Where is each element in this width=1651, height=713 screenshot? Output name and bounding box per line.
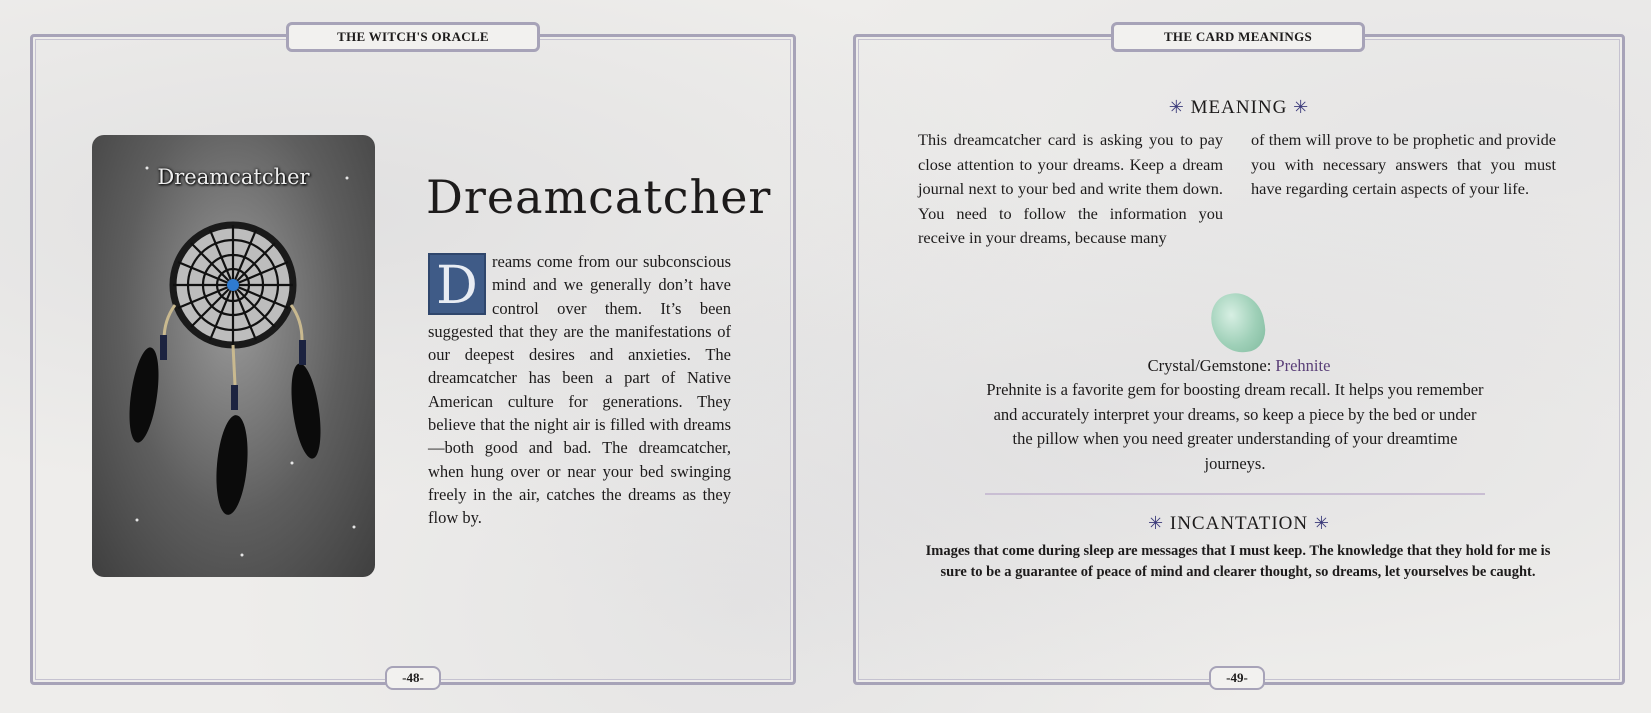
dreamcatcher-illustration: [92, 135, 375, 577]
right-page-number: -49-: [1209, 666, 1265, 690]
section-divider: [985, 493, 1485, 495]
right-page-header: THE CARD MEANINGS: [1111, 22, 1365, 52]
body-paragraph: reams come from our subconscious mind and we generally don’t have control over them. It’s been suggested that they are the manifestations of our deepest desires and anxieties. The dreamcatcher has been a part of Native American culture for generations. They believe that the night air is filled with dreams—both good and bad. The dreamcatcher, when hung over or near your bed swinging freely in the air, catches the dreams as they flow by.: [428, 252, 731, 528]
sparkle-icon: ✳: [1168, 97, 1185, 117]
drop-cap: D: [428, 253, 486, 315]
incantation-heading: [853, 513, 1625, 535]
gem-label: Crystal/Gemstone:: [1147, 356, 1276, 375]
card-title: Dreamcatcher: [157, 165, 310, 189]
body-text: [428, 250, 731, 530]
meaning-column-1: This dreamcatcher card is asking you to pay close attention to your dreams. Keep a dream journal next to your bed and write them down. You need to follow the information you receive in your dreams, because many: [918, 130, 1223, 247]
gem-description: Prehnite is a favorite gem for boosting dream recall. It helps you remember and accurately interpret your dreams, so keep a piece by the bed or under the pillow when you need greater understanding of your dreamtime journeys.: [986, 380, 1484, 473]
left-page-number: -48-: [385, 666, 441, 690]
gem-name: Prehnite: [1275, 356, 1331, 375]
meaning-heading-text: MEANING: [1190, 97, 1288, 118]
left-page-header: THE WITCH'S ORACLE: [286, 22, 540, 52]
incantation-text: Images that come during sleep are messages that I must keep. The knowledge that they hold for me is sure to be a guarantee of peace of mind and clearer thought, so dreams, let yourselves be caught.: [925, 543, 1551, 580]
meaning-heading: [853, 97, 1625, 119]
incantation-heading-text: INCANTATION: [1169, 513, 1309, 534]
meaning-column-2: of them will prove to be prophetic and provide you with necessary answers that you must have regarding certain aspects of your life.: [1251, 130, 1556, 198]
dreamcatcher-card-image: [92, 135, 375, 577]
gem-line: [853, 354, 1625, 379]
page-title: Dreamcatcher: [426, 170, 772, 224]
sparkle-icon: ✳: [1148, 513, 1165, 533]
sparkle-icon: ✳: [1313, 513, 1330, 533]
sparkle-icon: ✳: [1293, 97, 1310, 117]
